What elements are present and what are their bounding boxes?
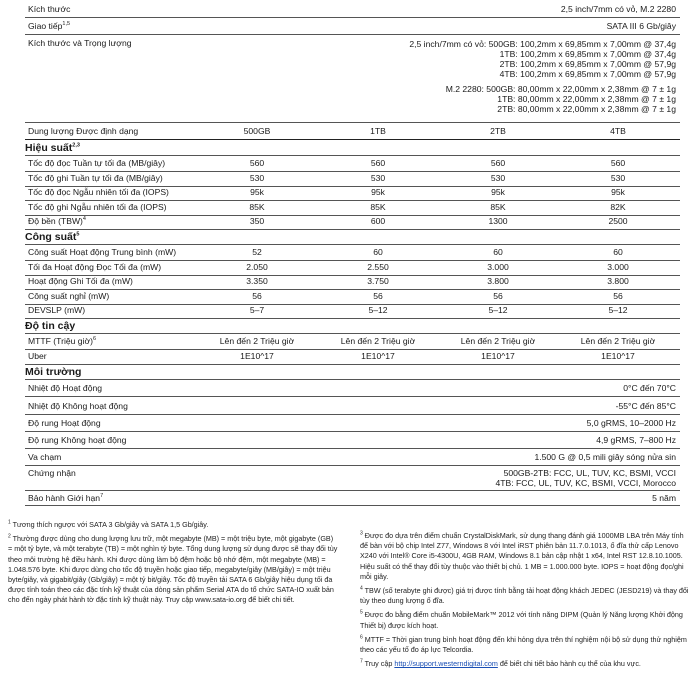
footnote-4: $^4$ TBW (số terabyte ghi được) giá trị được tính bằng tải hoạt động khách JEDEC (JESD219) và thay đổi tùy theo dung lượng ổ đĩa. (360, 585, 689, 606)
spec-label: Bảo hành Giới hạn$^7$ (28, 493, 104, 503)
capacity-header-row (25, 126, 680, 138)
col-header-1tb: 1TB (370, 126, 386, 136)
table-cell: 56 (373, 290, 383, 301)
spec-value: 2,5 inch/7mm có vỏ, M.2 2280 (560, 4, 676, 14)
table-row (25, 247, 680, 259)
divider (25, 505, 680, 506)
section-title-reliability: Độ tin cậy (25, 320, 76, 332)
spec-label: Nhiệt độ Hoạt động (28, 383, 103, 393)
table-row (25, 305, 680, 317)
footnotes-right (360, 531, 690, 669)
table-row (25, 291, 680, 303)
col-header-500gb: 500GB (243, 126, 271, 136)
row-label: MTTF (Triệu giờ)$^6$ (28, 336, 97, 346)
table-cell: 530 (610, 172, 626, 183)
row-label: Tốc độ đọc Ngẫu nhiên tối đa (IOPS) (28, 187, 169, 198)
divider (25, 34, 680, 35)
spec-row (25, 435, 680, 447)
table-cell: 85K (490, 201, 506, 212)
spec-row-size (25, 4, 680, 16)
section-title-performance: Hiệu suất$^{2,3}$ (25, 142, 80, 154)
cert-values (495, 468, 676, 489)
table-cell: 1300 (488, 216, 508, 227)
table-row (25, 262, 680, 274)
dimension-line: 2,5 inch/7mm có vỏ: 500GB: 100,2mm x 69,85mm x 7,00mm @ 37,4g (409, 39, 676, 49)
footnote-1: $^1$ Tương thích ngược với SATA 3 Gb/giây và SATA 1,5 Gb/giây. (8, 519, 209, 529)
divider (25, 318, 680, 319)
section-title-environment: Môi trường (25, 366, 82, 378)
divider (25, 490, 680, 491)
row-label: Uber (28, 350, 47, 361)
table-cell: 95k (250, 187, 264, 198)
spec-label: Chứng nhận (28, 468, 76, 478)
col-header-2tb: 2TB (490, 126, 506, 136)
divider (25, 139, 680, 140)
row-label: Công suất Hoạt động Trung bình (mW) (28, 247, 177, 257)
table-cell: 2500 (608, 216, 628, 227)
row-label: Tốc độ ghi Ngẫu nhiên tối đa (IOPS) (28, 201, 167, 212)
col-header-4tb: 4TB (610, 126, 626, 136)
table-cell: 560 (610, 158, 626, 168)
table-cell: Lên đến 2 Triệu giờ (460, 336, 536, 346)
divider (25, 414, 680, 415)
table-cell: Lên đến 2 Triệu giờ (340, 336, 416, 346)
divider (25, 155, 680, 156)
spec-row (25, 383, 680, 395)
row-label: Tốc độ ghi Tuần tự tối đa (MB/giây) (28, 172, 163, 183)
dimension-line: 2TB: 80,00mm x 22,00mm x 2,38mm @ 7 ± 1g (497, 104, 676, 115)
divider (25, 244, 680, 245)
table-cell: 60 (493, 247, 503, 257)
divider (25, 465, 680, 466)
dimension-line: 2TB: 100,2mm x 69,85mm x 7,00mm @ 57,9g (499, 59, 676, 70)
dimensions-25-block (409, 39, 676, 79)
section-title-power: Công suất$^5$ (25, 231, 80, 243)
footnote-7: $^7$ Truy cập http://support.westerndigital.com để biết chi tiết bảo hành cụ thể của khu vực. (360, 658, 641, 669)
divider (25, 396, 680, 397)
dimension-line: M.2 2280: 500GB: 80,00mm x 22,00mm x 2,38mm @ 7 ± 1g (445, 84, 676, 94)
table-cell: 350 (249, 216, 265, 227)
table-cell: 5–12 (488, 305, 508, 316)
table-cell: 2.550 (367, 261, 389, 272)
table-row (25, 202, 680, 214)
spec-value: 1.500 G @ 0,5 mili giây sóng nửa sin (534, 452, 676, 462)
table-cell: 5–12 (368, 305, 388, 316)
table-cell: Lên đến 2 Triệu giờ (219, 336, 295, 346)
table-cell: 56 (493, 290, 503, 301)
table-cell: 1E10^17 (481, 350, 515, 361)
table-cell: Lên đến 2 Triệu giờ (580, 336, 656, 346)
table-cell: 560 (490, 158, 506, 168)
spec-label: Giao tiếp$^{1,5}$ (28, 21, 71, 31)
cert-line: 500GB-2TB: FCC, UL, TUV, KC, BSMI, VCCI (503, 468, 676, 478)
table-cell: 1E10^17 (601, 350, 635, 361)
table-cell: 60 (373, 247, 383, 257)
spec-label: Độ rung Không hoạt động (28, 435, 127, 445)
capacity-label: Dung lượng Được định dạng (28, 126, 139, 136)
footnote-2: $^2$ Thường được dùng cho dung lượng lưu trữ, một megabyte (MB) = một triệu byte, một gigabyte (GB) = một tỷ byte, và một terabyte (TB) = một nghìn tỷ byte. Tổng dung lượng sử dụng được sẽ thay đổi tùy theo môi trường hệ điều hành. Khi được dùng làm bộ đệm hoặc bộ nhớ đệm, một megabyte (MB) = 1.048.576 byte. Khi được dùng cho tốc độ truyền hoặc giao tiếp, megabyte/giây (MB/giây) = một triệu byte/giây, và gigabit/giây (Gb/giây) = một tỷ bit/giây. Tốc độ truyền tải SATA 6 Gb/giây hiệu dụng tối đa được tính toán theo các đặc tính kỹ thuật của dòng sản phẩm Serial ATA do tổ chức SATA-IO xuất bản cho đến ngày phát hành tờ đặc tính kỹ thuật này. Truy cập www.sata-io.org để biết chi tiết. (8, 533, 338, 605)
table-cell: 95k (611, 187, 625, 198)
row-label: Hoạt động Ghi Tối đa (mW) (28, 276, 133, 287)
table-cell: 1E10^17 (240, 350, 274, 361)
table-cell: 3.000 (607, 261, 629, 272)
table-row (25, 276, 680, 288)
table-cell: 3.800 (487, 276, 509, 287)
table-cell: 530 (370, 172, 386, 183)
row-label: Tối đa Hoạt động Đọc Tối đa (mW) (28, 261, 162, 272)
table-cell: 600 (370, 216, 386, 227)
footnote-3: $^3$ Được đo dựa trên điểm chuẩn CrystalDiskMark, sử dụng thang đánh giá 1000MB LBA trên Máy tính để bàn với bộ chip Intel Z77, Windows 8 với Intel iRST phiên bản 11.7.0.1013, ổ đĩa thử cấp Lenovo X240 với Intel® Core i5-4300U, 4GB RAM, Windows 8.1 bản cập nhật 1 x64, Intel RST 12.8.10.1005. Hiệu suất có thể thay đổi tùy thuộc vào thiết bị chủ. 1 MB = 1.000.000 byte. IOPS = hoạt động đọc/ghi mỗi giây. (360, 530, 684, 581)
row-label: Độ bền (TBW)$^4$ (28, 216, 86, 227)
divider (25, 122, 680, 123)
table-row (25, 351, 680, 363)
spec-row-certifications (25, 468, 680, 492)
table-cell: 3.800 (607, 276, 629, 287)
table-row (25, 173, 680, 185)
table-cell: 52 (252, 247, 262, 257)
footnotes-left (8, 520, 338, 606)
divider (25, 364, 680, 365)
spec-row-warranty (25, 493, 680, 505)
dimension-line: 1TB: 100,2mm x 69,85mm x 7,00mm @ 37,4g (499, 49, 676, 60)
divider (25, 448, 680, 449)
footnote-6: $^6$ MTTF = Thời gian trung bình hoạt động đến khi hỏng dựa trên thí nghiệm nội bộ sử dụng thử nghiệm theo các yếu tố đo áp lực Telcordia. (360, 634, 687, 655)
table-cell: 530 (490, 172, 506, 183)
row-label: DEVSLP (mW) (28, 305, 86, 316)
spec-label: Độ rung Hoạt động (28, 418, 101, 428)
spec-value: -55°C đến 85°C (615, 401, 676, 411)
table-cell: 5–12 (608, 305, 628, 316)
spec-value: 5,0 gRMS, 10–2000 Hz (586, 418, 676, 428)
row-label: Công suất nghỉ (mW) (28, 290, 110, 301)
spec-row (25, 401, 680, 413)
table-cell: 3.750 (367, 276, 389, 287)
spec-value: 0°C đến 70°C (623, 383, 676, 393)
spec-value: 5 năm (652, 493, 676, 503)
table-cell: 95k (491, 187, 505, 198)
table-cell: 2.050 (246, 261, 268, 272)
spec-label: Kích thước (28, 4, 71, 14)
table-row (25, 158, 680, 170)
footnote-5: $^5$ Được đo bằng điểm chuẩn MobileMark™ 2012 với tính năng DIPM (Quản lý Năng lượng Khởi động Thiết bị) được kích hoạt. (360, 610, 683, 630)
table-row (25, 336, 680, 348)
table-cell: 56 (252, 290, 262, 301)
table-row (25, 216, 680, 228)
table-cell: 530 (249, 172, 265, 183)
table-cell: 1E10^17 (361, 350, 395, 361)
dimension-line: 1TB: 80,00mm x 22,00mm x 2,38mm @ 7 ± 1g (497, 94, 676, 105)
divider (25, 333, 680, 334)
divider (25, 17, 680, 18)
table-cell: 95k (371, 187, 385, 198)
divider (25, 379, 680, 380)
table-cell: 3.000 (487, 261, 509, 272)
spec-row (25, 452, 680, 464)
dimensions-m2-block (446, 84, 676, 114)
table-cell: 560 (370, 158, 386, 168)
spec-row-interface (25, 21, 680, 33)
table-cell: 5–7 (249, 305, 265, 316)
spec-row (25, 418, 680, 430)
table-cell: 3.350 (246, 276, 268, 287)
table-cell: 82K (610, 201, 626, 212)
row-label: Tốc độ đọc Tuần tự tối đa (MB/giây) (28, 158, 166, 168)
table-cell: 60 (613, 247, 623, 257)
spec-value: 4,9 gRMS, 7–800 Hz (596, 435, 676, 445)
spec-label: Va chạm (28, 452, 62, 462)
table-cell: 85K (370, 201, 386, 212)
spec-label: Nhiệt độ Không hoạt động (28, 401, 128, 411)
cert-line: 4TB: FCC, UL, TUV, KC, BSMI, VCCI, Morocco (495, 478, 676, 489)
table-row (25, 187, 680, 199)
table-cell: 560 (249, 158, 265, 168)
dimension-line: 4TB: 100,2mm x 69,85mm x 7,00mm @ 57,9g (499, 69, 676, 80)
spec-value: SATA III 6 Gb/giây (606, 21, 676, 31)
table-cell: 56 (613, 290, 623, 301)
divider (25, 431, 680, 432)
divider (25, 229, 680, 230)
table-cell: 85K (249, 201, 265, 212)
support-link[interactable]: http://support.westerndigital.com (394, 659, 498, 669)
spec-label: Kích thước và Trọng lượng (28, 38, 132, 48)
